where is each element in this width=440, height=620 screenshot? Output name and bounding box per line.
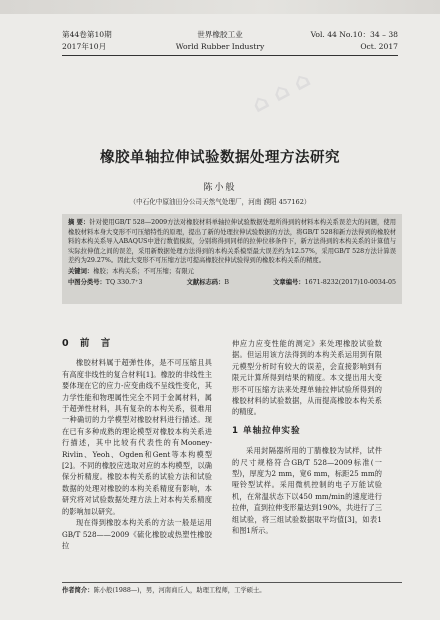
- article-title: 橡胶单轴拉伸试验数据处理方法研究: [100, 150, 340, 166]
- abstract-text: 针对使用GB/T 528—2009方法对橡胶材料单轴拉伸试验数据处理所得到的材料本构关系误差大的问题，使用橡胶材料本身大变形不可压缩特性的原理，提出了新的处理拉伸试验数据的方法，将GB/T 528和新方法得到的橡胶材料的本构关系导入ABAQUS中进行数值模拟，分别将得到同样的拉伸位移条件下，新方法得到的本构关系的计算值与实际拉伸值之间的误差，采用新数据处理方法得到的本构关系模型最大误差约为12.57%，采用GB/T 528方法计算误差约为29.27%。因此大变形不可压缩方法可提高橡胶拉伸试验得到的橡胶本构关系的精度。: [68, 219, 396, 265]
- author-note-text: 陈小般(1988—)，男，河南商丘人，助理工程师，工学硕士。: [93, 587, 266, 594]
- author-note-label: 作者简介：: [62, 587, 94, 594]
- header-journal-en: World Rubber Industry: [175, 42, 265, 51]
- right-paragraph-1: 伸应力应变性能的测定》来处理橡胶试验数据。但运用该方法得到的本构关系运用到有限元模型分析时有较大的误差，会直接影响到有限元计算所得到结果的精度。本文提出用大变形不可压缩方法来处理单轴拉伸试验所得到的橡胶材料的试验数据，从而提高橡胶本构关系的精度。: [232, 339, 382, 417]
- right-paragraph-2: 采用封隔器所用的丁腈橡胶为试样，试件的尺寸规格符合GB/T 528—2009标准(一型)，厚度为2 mm，宽6 mm，标距25 mm的哑铃型试样。采用微机控制的电子万能试验机，在常温状态下以450 mm/min的速度进行拉伸，直到拉伸变形量达到190%，共进行了三组试验，将三组试验数据取平均值[3]，如表1和图1所示。: [232, 446, 382, 536]
- keywords-text: 橡胶；本构关系；不可压缩；有限元: [93, 267, 194, 275]
- article-author: 陈小般: [203, 183, 237, 193]
- article-affiliation: （中石化中原油田分公司天然气处理厂，河南 濮阳 457162）: [129, 198, 311, 206]
- section-0-heading: 0 前 言: [62, 338, 115, 349]
- author-note: [62, 585, 266, 594]
- article-no-label: 文章编号：: [273, 278, 305, 286]
- scan-watermark: ⌂ ⌂ ⌂: [247, 66, 315, 119]
- left-column: [62, 338, 212, 551]
- right-column: [232, 338, 382, 537]
- clc-value: TQ 330.7⁺3: [105, 278, 143, 286]
- header-issue-cn: 第44卷第10期: [62, 30, 112, 39]
- classification-row: [62, 278, 402, 288]
- article-no-value: 1671-8232(2017)10-0034-05: [304, 278, 396, 286]
- clc-label: 中图分类号：: [68, 278, 106, 286]
- header-issue-en: Vol. 44 No.10：34 – 38: [310, 30, 398, 39]
- header-journal-cn: 世界橡胶工业: [197, 30, 243, 39]
- abstract: [62, 218, 402, 266]
- scan-top-strip: [0, 0, 440, 14]
- doc-code-item: [187, 278, 229, 288]
- header-date-en: Oct. 2017: [360, 42, 398, 51]
- keywords-label: 关键词：: [68, 267, 94, 275]
- doc-code-value: B: [224, 278, 230, 286]
- keywords: [62, 267, 402, 277]
- article-no-item: [273, 278, 396, 288]
- section-1-heading: 1 单轴拉伸实验: [232, 425, 301, 436]
- left-paragraph-2: 现在得到橡胶本构关系的方法一般是运用GB/T 528——2009《硫化橡胶或热塑性橡胶 拉: [62, 518, 212, 550]
- doc-code-label: 文献标志码：: [186, 278, 225, 286]
- abstract-label: 摘 要：: [68, 219, 90, 226]
- abstract-box: [62, 214, 402, 304]
- header-date-cn: 2017年10月: [62, 42, 107, 51]
- left-paragraph-1: 橡胶材料属于超弹性体，是不可压缩且具有高度非线性的复合材料[1]。橡胶的非线性主要体现在它的应力-应变曲线不呈线性变化，其力学性能和物理属性完全不同于金属材料，属于超弹性材料，具有复杂的本构关系，很难用一种确切的力学模型对橡胶材料进行描述。现在已有多种成熟的理论模型对橡胶本构关系进行描述，其中比较有代表性的有Mooney-Rivlin、Yeoh、Ogden和Gent等本构模型[2]。不同的橡胶应选取对应的本构模型，以确保分析精度。橡胶本构关系的试验方法和试验数据的处理对橡胶的本构关系精度有影响，本研究将对试验数据处理方法上对本构关系精度的影响加以研究。: [62, 358, 212, 516]
- header-rule: [62, 55, 398, 56]
- footer-rule: [62, 582, 402, 583]
- clc-item: [68, 278, 143, 288]
